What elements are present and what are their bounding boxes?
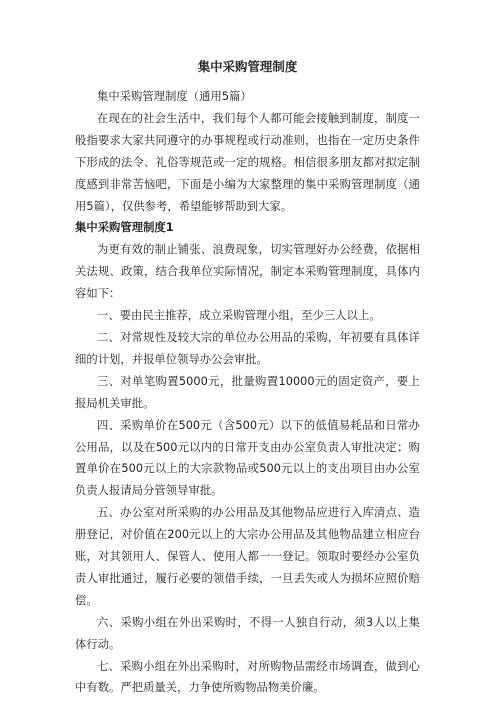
clause-1: 一、要由民主推荐，成立采购管理小组，至少三人以上。 xyxy=(97,309,381,323)
intro-paragraph: 在现在的社会生活中，我们每个人都可能会接触到制度，制度一般指要求大家共同遵守的办事规程或行动准则，也指在一定历史条件下形成的法令、礼俗等规范或一定的规格。相信很多朋友都对拟定制度感到非常苦恼吧，下面是小编为大家整理的集中采购管理制度（通用5篇），仅供参考，希望能够帮助到大家。 xyxy=(75,111,420,213)
clause-5: 五、办公室对所采购的办公用品及其他物品应进行入库清点、造册登记，对价值在200元以上的大宗办公用品及其他物品建立相应台账，对其领用人、保管人、使用人都一一登记。领取时要经办公室负责人审批通过，履行必要的领借手续，一旦丢失或人为损坏应照价赔偿。 xyxy=(75,506,420,607)
clause-2: 二、对常规性及较大宗的单位办公用品的采购，年初要有具体详细的计划，并报单位领导办公会审批。 xyxy=(75,330,420,366)
document-title: 集中采购管理制度 xyxy=(197,59,298,74)
document-body xyxy=(75,58,420,699)
clause-7: 七、采购小组在外出采购时，对所购物品需经市场调查，做到心中有数。严把质量关，力争使所购物品物美价廉。 xyxy=(75,659,420,695)
document-subtitle: 集中采购管理制度（通用5篇） xyxy=(97,90,252,103)
clause-4: 四、采购单价在500元（含500元）以下的低值易耗品和日常办公用品，以及在500元以内的日常开支由办公室负责人审批决定；购置单价在500元以上的大宗款物品或500元以上的支出项目由办公室负责人报请局分管领导审批。 xyxy=(75,418,420,498)
body-paragraph: 为更有效的制止铺张、浪费现象，切实管理好办公经费，依据相关法规、政策，结合我单位实际情况，制定本采购管理制度，具体内容如下： xyxy=(75,243,420,301)
clause-6: 六、采购小组在外出采购时，不得一人独自行动，须3人以上集体行动。 xyxy=(75,615,420,651)
section-heading: 集中采购管理制度1 xyxy=(75,221,174,235)
clause-3: 三、对单笔购置5000元，批量购置10000元的固定资产，要上报局机关审批。 xyxy=(75,374,420,410)
